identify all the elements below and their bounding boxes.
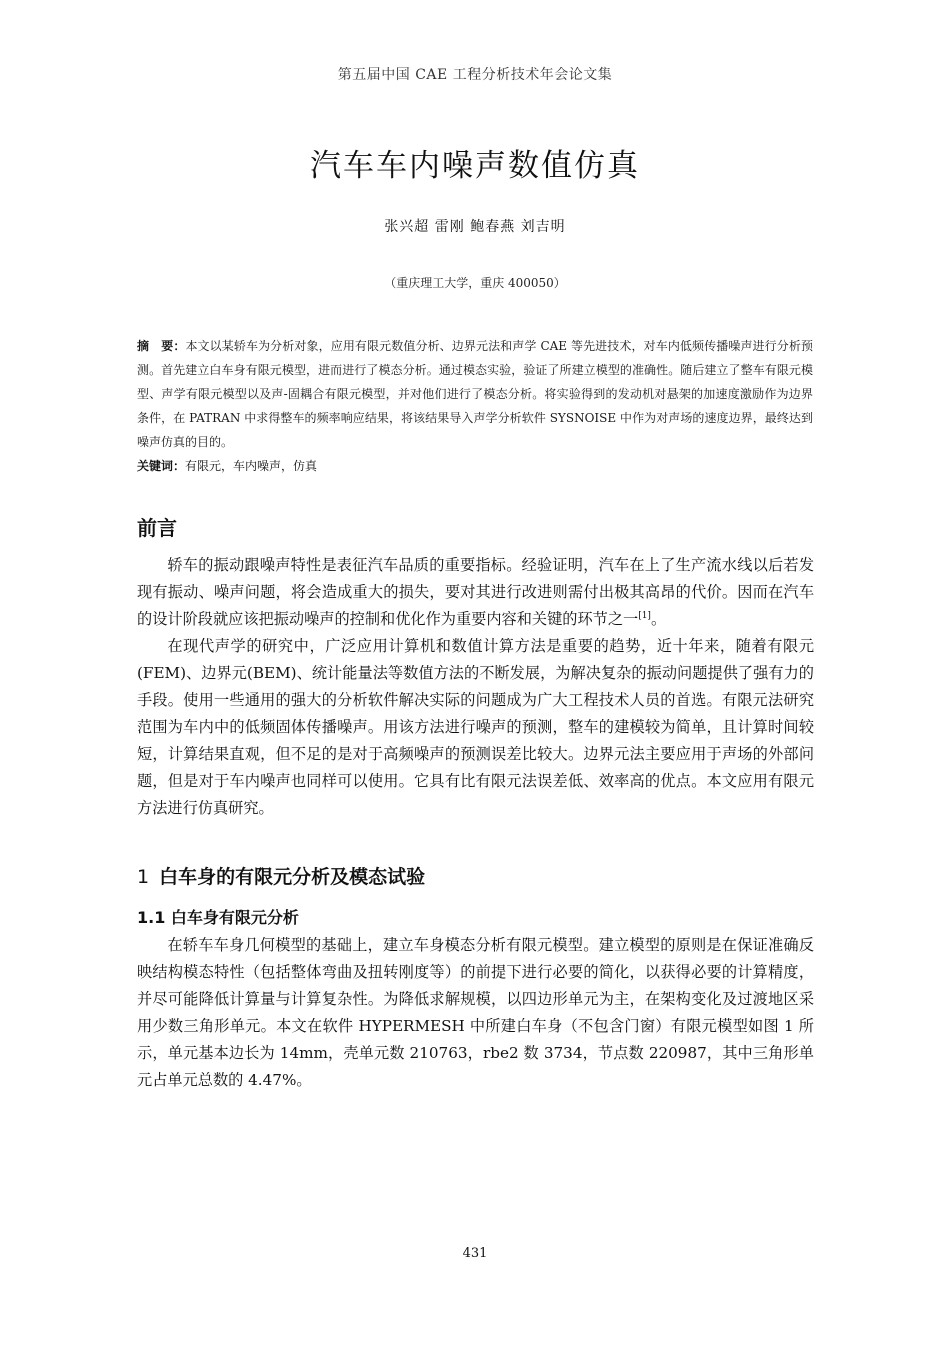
intro-p1-text: 轿车的振动跟噪声特性是表征汽车品质的重要指标。经验证明，汽车在上了生产流水线以后若发现有振动、噪声问题，将会造成重大的损失，要对其进行改进则需付出极其高昂的代价。因而在汽车的设计阶段就应该把振动噪声的控制和优化作为重要内容和关键的环节之一 — [137, 556, 814, 628]
page-number: 431 — [462, 1246, 488, 1261]
abstract-label: 摘 要： — [137, 339, 186, 353]
affiliation: （重庆理工大学，重庆 400050） — [384, 276, 566, 290]
section-1-title: 白车身的有限元分析及模态试验 — [159, 866, 426, 888]
intro-p1-end: 。 — [650, 610, 667, 628]
paper-title: 汽车车内噪声数值仿真 — [310, 148, 640, 184]
section-1-number: 1 — [137, 866, 150, 888]
intro-paragraph-2: 在现代声学的研究中，广泛应用计算机和数值计算方法是重要的趋势，近十年来，随着有限元(FEM)、边界元(BEM)、统计能量法等数值方法的不断发展，为解决复杂的振动问题提供了强有力的手段。使用一些通用的强大的分析软件解决实际的问题成为广大工程技术人员的首选。有限元法研究范围为车内中的低频固体传播噪声。用该方法进行噪声的预测，整车的建模较为简单，且计算时间较短，计算结果直观，但不足的是对于高频噪声的预测误差比较大。边界元法主要应用于声场的外部问题，但是对于车内噪声也同样可以使用。它具有比有限元法误差低、效率高的优点。本文应用有限元方法进行仿真研究。 — [137, 637, 814, 817]
author-list: 张兴超 雷刚 鲍春燕 刘吉明 — [384, 219, 566, 235]
section-1-1-heading: 1.1 白车身有限元分析 — [137, 908, 299, 927]
abstract — [137, 334, 813, 454]
abstract-text: 本文以某轿车为分析对象，应用有限元数值分析、边界元法和声学 CAE 等先进技术，对车内低频传播噪声进行分析预测。首先建立白车身有限元模型，进而进行了模态分析。通过模态实验，验证了所建立模型的准确性。随后建立了整车有限元模型、声学有限元模型以及声-固耦合有限元模型，并对他们进行了模态分析。将实验得到的发动机对悬架的加速度激励作为边界条件，在 PATRAN 中求得整车的频率响应结果，将该结果导入声学分析软件 SYSNOISE 中作为对声场的速度边界，最终达到噪声仿真的目的。 — [137, 339, 813, 449]
keywords-text: 有限元，车内噪声，仿真 — [185, 459, 318, 473]
citation-ref: [1] — [638, 610, 651, 621]
intro-paragraph-1 — [137, 552, 814, 633]
keywords — [137, 454, 813, 478]
intro-body — [137, 552, 814, 822]
section-1-1-paragraph-1: 在轿车车身几何模型的基础上，建立车身模态分析有限元模型。建立模型的原则是在保证准确反映结构模态特性（包括整体弯曲及扭转刚度等）的前提下进行必要的简化，以获得必要的计算精度，并尽可能降低计算量与计算复杂性。为降低求解规模，以四边形单元为主，在架构变化及过渡地区采用少数三角形单元。本文在软件 HYPERMESH 中所建白车身（不包含门窗）有限元模型如图 1 所示，单元基本边长为 14mm，壳单元数 210763，rbe2 数 3734，节点数 220987，其中三角形单元占单元总数的 4.47%。 — [137, 936, 814, 1089]
running-header: 第五届中国 CAE 工程分析技术年会论文集 — [337, 67, 613, 83]
intro-heading: 前言 — [137, 516, 177, 540]
section-1-1-body — [137, 932, 814, 1094]
keywords-label: 关键词： — [137, 459, 186, 473]
section-1-heading — [137, 862, 425, 889]
